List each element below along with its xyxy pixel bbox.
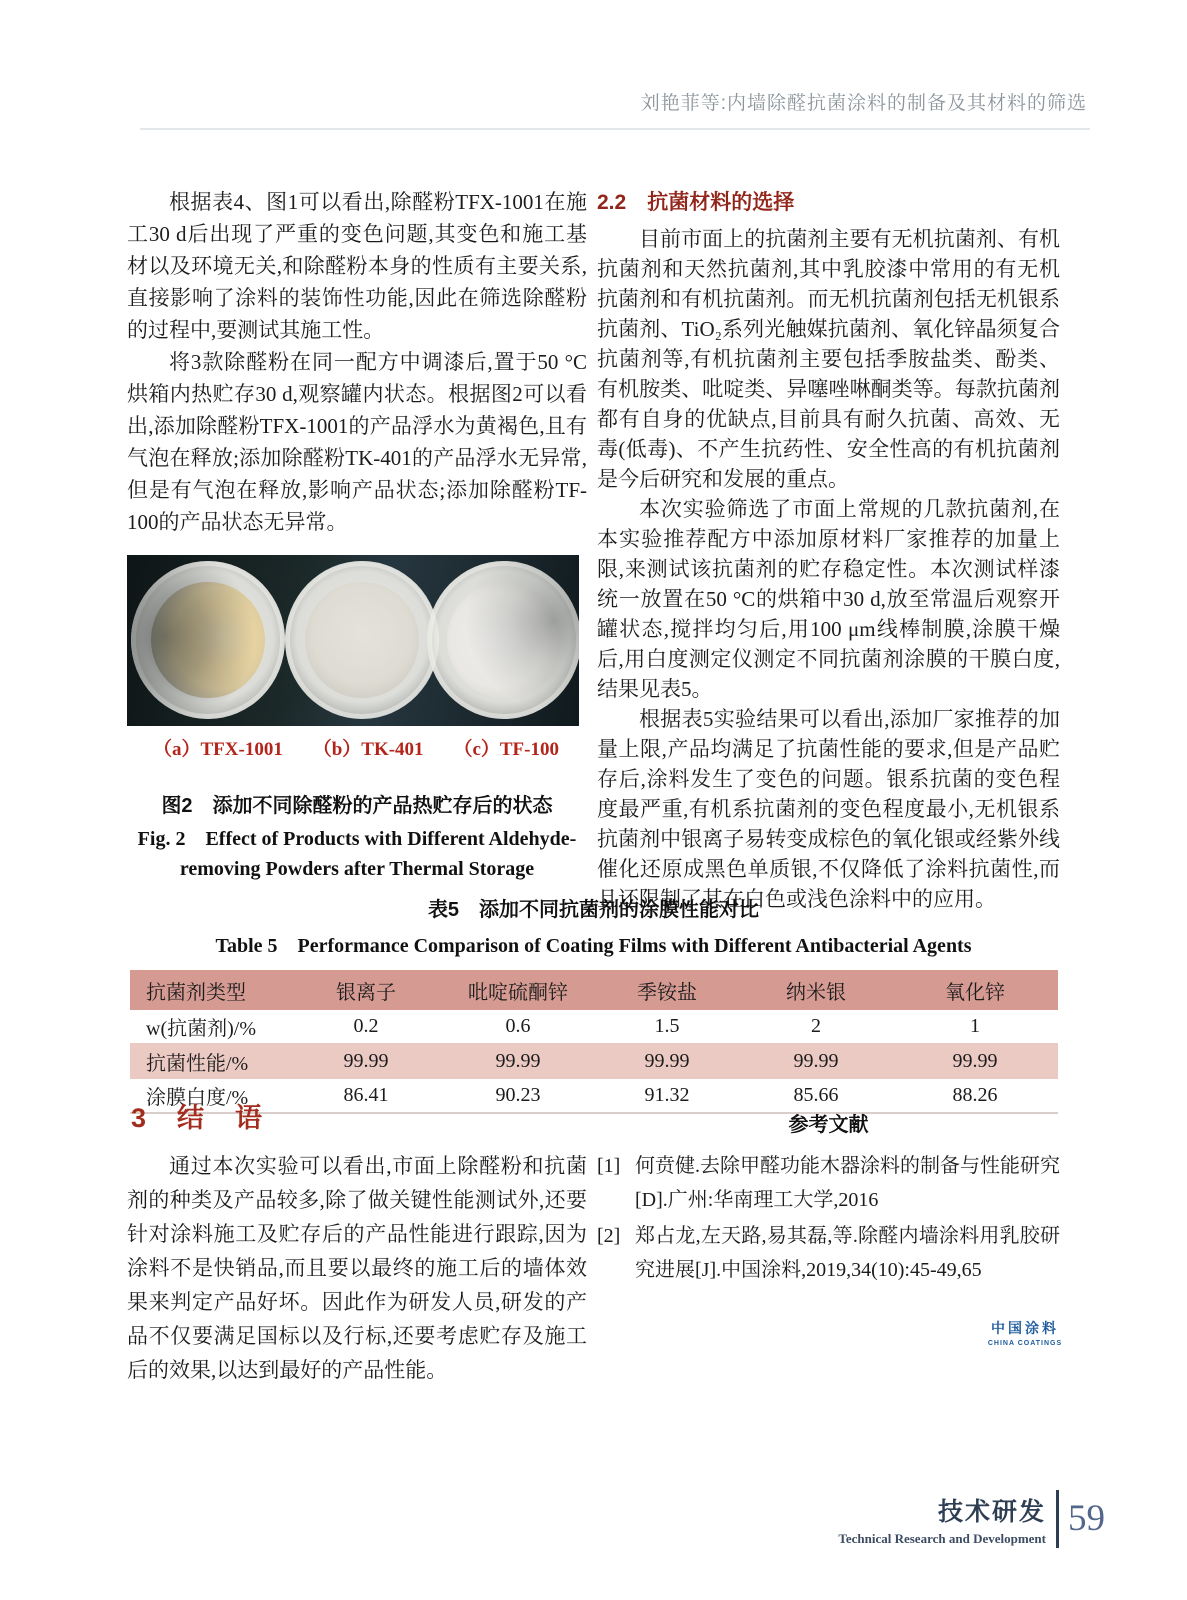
paragraph: 根据表5实验结果可以看出,添加厂家推荐的加量上限,产品均满足了抗菌性能的要求,但是产品贮存后,涂料发生了变色的问题。银系抗菌的变色程度最严重,有机系抗菌剂的变色程度最小,无机银系抗菌剂中银离子易转变成棕色的氧化银或经紫外线催化还原成黑色单质银,不仅降低了涂料抗菌性,而且还限制了其在白色或浅色涂料中的应用。 [597, 707, 1060, 911]
table5-cell: 99.99 [290, 1043, 442, 1079]
figure2-caption-en [127, 824, 587, 884]
table5-cell: 99.99 [594, 1043, 740, 1079]
reference-text: 何贲健.去除甲醛功能木器涂料的制备与性能研究[D].广州:华南理工大学,2016 [635, 1155, 1060, 1211]
table5-header-cell: 银离子 [290, 970, 442, 1010]
table5-cell: 99.99 [740, 1043, 892, 1079]
footer-section-zh: 技术研发 [937, 1497, 1046, 1526]
table5-cell: 91.32 [644, 1084, 690, 1106]
logo-text-en: CHINA COATINGS [987, 1340, 1063, 1347]
paragraph: 本次实验筛选了市面上常规的几款抗菌剂,在本实验推荐配方中添加原材料厂家推荐的加量上限,来测试该抗菌剂的贮存稳定性。本次测试样漆统一放置在50 °C的烘箱中30 d,放至常温后观察开罐状态,搅拌均匀后,用100 μm线棒制膜,涂膜干燥后,用白度测定仪测定不同抗菌剂涂膜的干膜白度,结果见表5。 [597, 497, 1060, 701]
references-column [597, 1108, 1060, 1289]
figure2-label-a: （a）TFX-1001 [153, 739, 283, 760]
figure2-label-b: （b）TK-401 [312, 739, 424, 760]
paragraph: 通过本次实验可以看出,市面上除醛粉和抗菌剂的种类及产品较多,除了做关键性能测试外,还要针对涂料施工及贮存后的产品性能进行跟踪,因为涂料不是快销品,而且要以最终的施工后的墙体效果来判定产品好坏。因此作为研发人员,研发的产品不仅要满足国标以及行标,还要考虑贮存及施工后的效果,以达到最好的产品性能。 [127, 1154, 587, 1382]
page-number: 59 [1068, 1498, 1105, 1539]
table5-title-en: Table 5 Performance Comparison of Coating Films with Different Antibacterial Agents [215, 935, 972, 957]
table5-header-cell: 纳米银 [740, 970, 892, 1010]
table5-cell: 85.66 [793, 1084, 839, 1106]
reference-item [597, 1149, 1060, 1217]
paint-cup-tfx1001 [131, 561, 285, 719]
figure2-label-c: （c）TF-100 [453, 739, 559, 760]
figure2-caption-en-line1: Fig. 2 Effect of Products with Different Aldehyde- [137, 828, 577, 850]
paint-cup-tk401 [285, 561, 439, 719]
table5-row-label: 涂膜白度/% [146, 1087, 249, 1109]
table5-cell: 99.99 [442, 1043, 594, 1079]
page-footer [838, 1490, 1105, 1548]
table5-cell: 99.99 [892, 1043, 1058, 1079]
table5-cell: 88.26 [952, 1084, 998, 1106]
figure2-sublabels [127, 726, 587, 761]
table5-row-label: w(抗菌剂)/% [146, 1018, 256, 1040]
paragraph: 根据表4、图1可以看出,除醛粉TFX-1001在施工30 d后出现了严重的变色问题,其变色和施工基材以及环境无关,和除醛粉本身的性质有主要关系,直接影响了涂料的装饰性功能,因此在筛选除醛粉的过程中,要测试其施工性。 [127, 190, 587, 342]
footer-section-en: Technical Research and Development [838, 1530, 1046, 1546]
table5-cell: 86.41 [343, 1084, 389, 1106]
conclusion-column [127, 1096, 587, 1387]
table5 [130, 970, 1058, 1112]
table5-header-cell: 吡啶硫酮锌 [442, 970, 594, 1010]
table5-cell: 0.6 [505, 1015, 531, 1037]
glass-reflection [131, 561, 285, 719]
header-rule [140, 128, 1090, 130]
table5-header-row [130, 970, 1058, 1010]
table5-cell: 0.2 [353, 1015, 379, 1037]
left-column [127, 186, 587, 884]
right-column [597, 186, 1060, 914]
figure2-caption-zh: 图2 添加不同除醛粉的产品热贮存后的状态 [161, 795, 553, 817]
footer-section [838, 1492, 1056, 1547]
reference-number: [2] [597, 1225, 621, 1247]
paint-surface [305, 582, 419, 699]
paint-cup-tf100 [427, 561, 579, 719]
logo-text-zh: 中国涂料 [991, 1320, 1059, 1336]
reference-text: 郑占龙,左天路,易其磊,等.除醛内墙涂料用乳胶研究进展[J].中国涂料,2019,34(10):45-49,65 [635, 1225, 1060, 1281]
figure2-photo [127, 555, 579, 726]
table5-cell: 90.23 [495, 1084, 541, 1106]
figure2 [127, 555, 587, 884]
china-coatings-logo [985, 1318, 1065, 1347]
glass-reflection [427, 561, 579, 719]
table5-row [130, 1043, 1058, 1079]
references-heading: 参考文献 [788, 1114, 869, 1136]
reference-item [597, 1219, 1060, 1287]
paragraph: 将3款除醛粉在同一配方中调漆后,置于50 °C烘箱内热贮存30 d,观察罐内状态。根据图2可以看出,添加除醛粉TFX-1001的产品浮水为黄褐色,且有气泡在释放;添加除醛粉TK-401的产品浮水无异常,但是有气泡在释放,影响产品状态;添加除醛粉TF-100的产品状态无异常。 [127, 350, 587, 534]
table5-title-zh: 表5 添加不同抗菌剂的涂膜性能对比 [427, 899, 760, 921]
table5-row [130, 1010, 1058, 1043]
table5-header-cell: 氧化锌 [892, 970, 1058, 1010]
paragraph: 目前市面上的抗菌剂主要有无机抗菌剂、有机抗菌剂和天然抗菌剂,其中乳胶漆中常用的有无机抗菌剂和有机抗菌剂。而无机抗菌剂包括无机银系抗菌剂、TiO₂系列光触媒抗菌剂、氧化锌晶须复合抗菌剂等,有机抗菌剂主要包括季胺盐类、酚类、有机胺类、吡啶类、异噻唑啉酮类等。每款抗菌剂都有自身的优缺点,目前具有耐久抗菌、高效、无毒(低毒)、不产生抗药性、安全性高的有机抗菌剂是今后研究和发展的重点。 [597, 227, 1060, 491]
figure2-caption-en-line2: removing Powders after Thermal Storage [179, 858, 535, 880]
table5-header-cell: 抗菌剂类型 [130, 970, 290, 1010]
table5-row-label: 抗菌性能/% [130, 1043, 290, 1079]
table5-header-cell: 季铵盐 [594, 970, 740, 1010]
table5-cell: 1.5 [654, 1015, 680, 1037]
table5-cell: 1 [970, 1015, 980, 1037]
reference-number: [1] [597, 1155, 621, 1177]
table5-block [0, 893, 1187, 1114]
section-3-heading: 3 结 语 [131, 1103, 265, 1133]
running-head: 刘艳菲等:内墙除醛抗菌涂料的制备及其材料的筛选 [640, 93, 1087, 114]
table5-cell: 2 [811, 1015, 821, 1037]
section-2-2-heading: 2.2 抗菌材料的选择 [597, 191, 795, 214]
